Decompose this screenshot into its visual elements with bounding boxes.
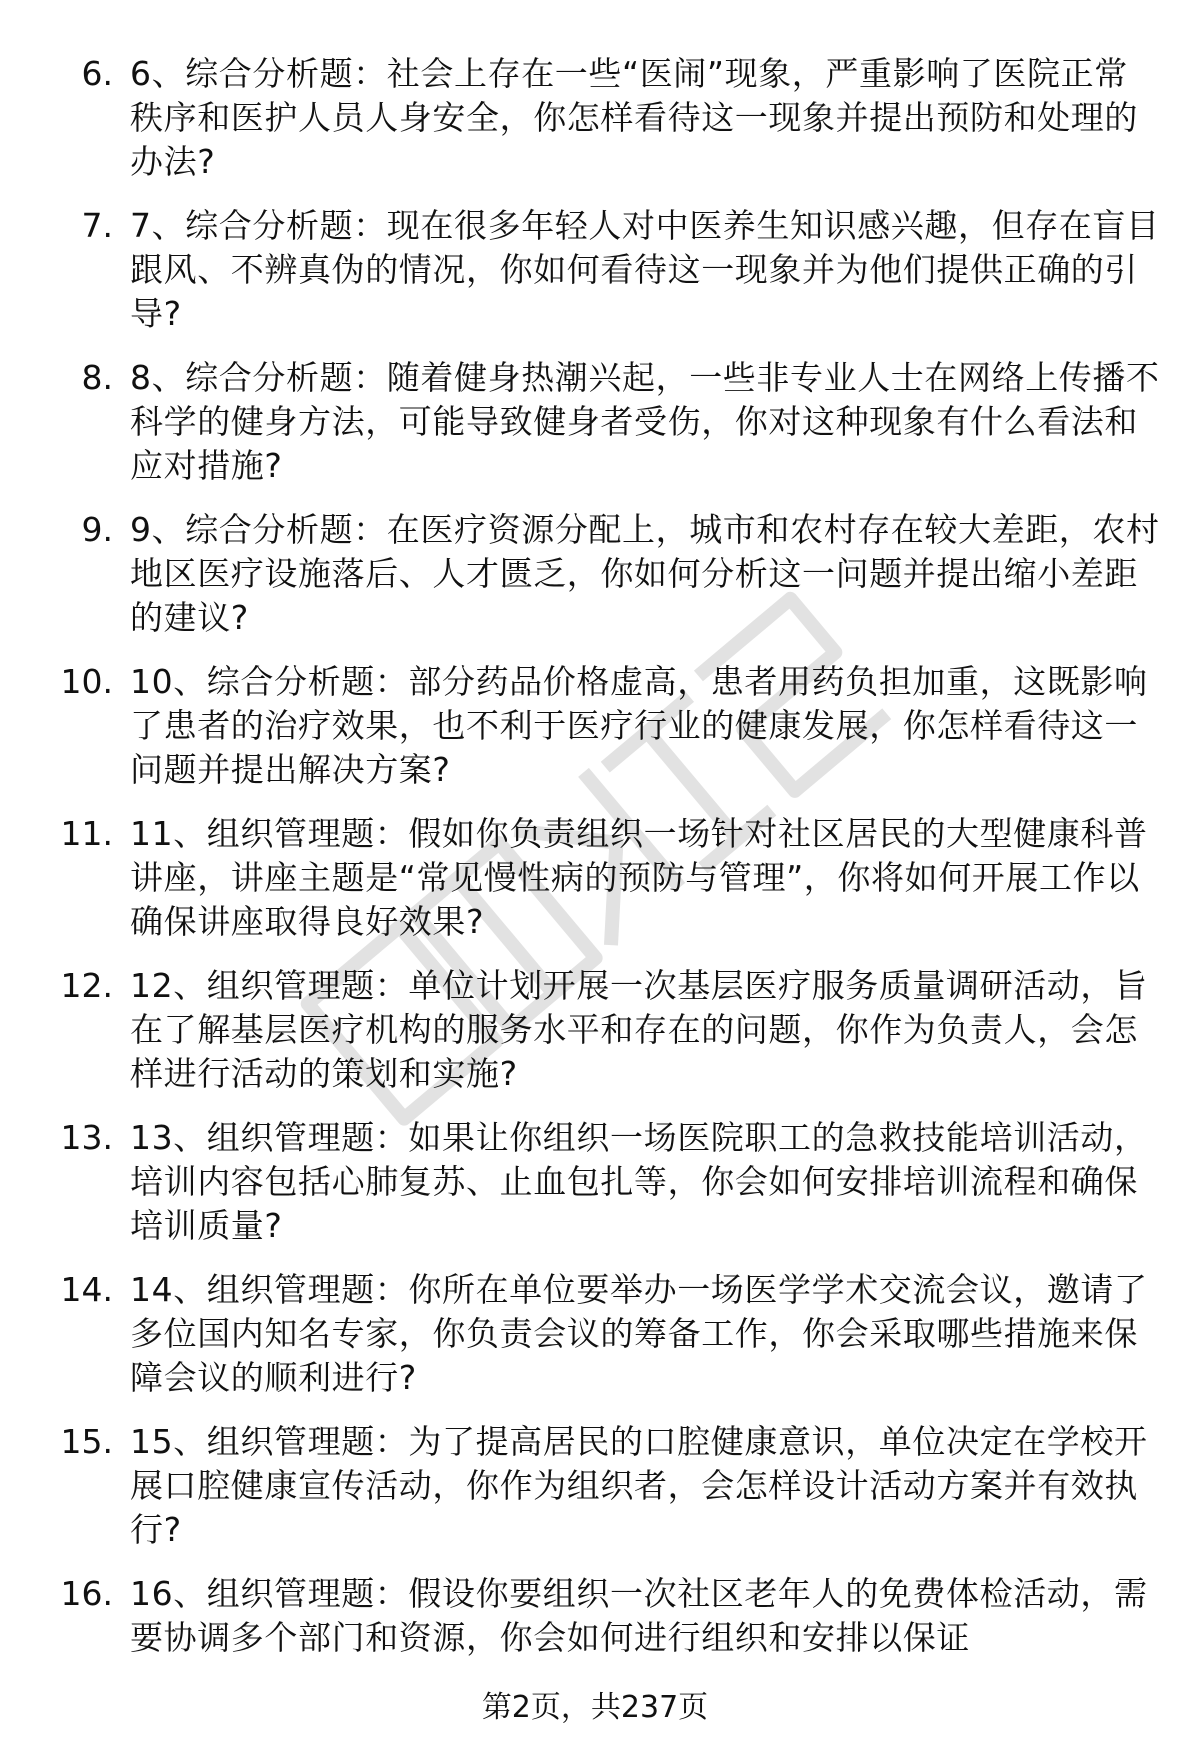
question-text: 15、组织管理题：为了提高居民的口腔健康意识，单位决定在学校开展口腔健康宣传活动，你作为组织者，会怎样设计活动方案并有效执行? [130,1422,1148,1549]
question-text: 8、综合分析题：随着健身热潮兴起，一些非专业人士在网络上传播不科学的健身方法，可能导致健身者受伤，你对这种现象有什么看法和应对措施? [130,358,1160,485]
question-item-9 [0,508,1190,660]
question-number: 13. [60,1118,113,1157]
question-number: 12. [60,966,113,1005]
question-item-14 [0,1268,1190,1420]
question-item-6 [0,52,1190,204]
question-text: 13、组织管理题：如果让你组织一场医院职工的急救技能培训活动，培训内容包括心肺复苏、止血包扎等，你会如何安排培训流程和确保培训质量? [130,1118,1148,1245]
question-item-11 [0,812,1190,964]
question-text: 9、综合分析题：在医疗资源分配上，城市和农村存在较大差距，农村地区医疗设施落后、人才匮乏，你如何分析这一问题并提出缩小差距的建议? [130,510,1160,637]
question-item-13 [0,1116,1190,1268]
question-text: 6、综合分析题：社会上存在一些“医闹”现象，严重影响了医院正常秩序和医护人员人身安全，你怎样看待这一现象并提出预防和处理的办法? [130,54,1138,181]
question-item-12 [0,964,1190,1116]
question-number: 11. [60,814,113,853]
question-text: 12、组织管理题：单位计划开展一次基层医疗服务质量调研活动，旨在了解基层医疗机构的服务水平和存在的问题，你作为负责人，会怎样进行活动的策划和实施? [130,966,1148,1093]
question-list [0,52,1190,1724]
question-text: 16、组织管理题：假设你要组织一次社区老年人的免费体检活动，需要协调多个部门和资源，你会如何进行组织和安排以保证 [130,1574,1148,1657]
question-number: 14. [60,1270,113,1309]
question-text: 11、组织管理题：假如你负责组织一场针对社区居民的大型健康科普讲座，讲座主题是“常见慢性病的预防与管理”，你将如何开展工作以确保讲座取得良好效果? [130,814,1148,941]
question-number: 6. [81,54,113,93]
question-number: 10. [60,662,113,701]
question-text: 7、综合分析题：现在很多年轻人对中医养生知识感兴趣，但存在盲目跟风、不辨真伪的情况，你如何看待这一现象并为他们提供正确的引导? [130,206,1160,333]
question-number: 9. [81,510,113,549]
question-text: 10、综合分析题：部分药品价格虚高，患者用药负担加重，这既影响了患者的治疗效果，也不利于医疗行业的健康发展，你怎样看待这一问题并提出解决方案? [130,662,1148,789]
page-footer: 第2页，共237页 [481,1690,709,1725]
question-number: 15. [60,1422,113,1461]
question-number: 7. [81,206,113,245]
question-number: 16. [60,1574,113,1613]
question-item-7 [0,204,1190,356]
question-text: 14、组织管理题：你所在单位要举办一场医学学术交流会议，邀请了多位国内知名专家，你负责会议的筹备工作，你会采取哪些措施来保障会议的顺利进行? [130,1270,1148,1397]
question-number: 8. [81,358,113,397]
question-item-10 [0,660,1190,812]
question-item-8 [0,356,1190,508]
question-item-15 [0,1420,1190,1572]
